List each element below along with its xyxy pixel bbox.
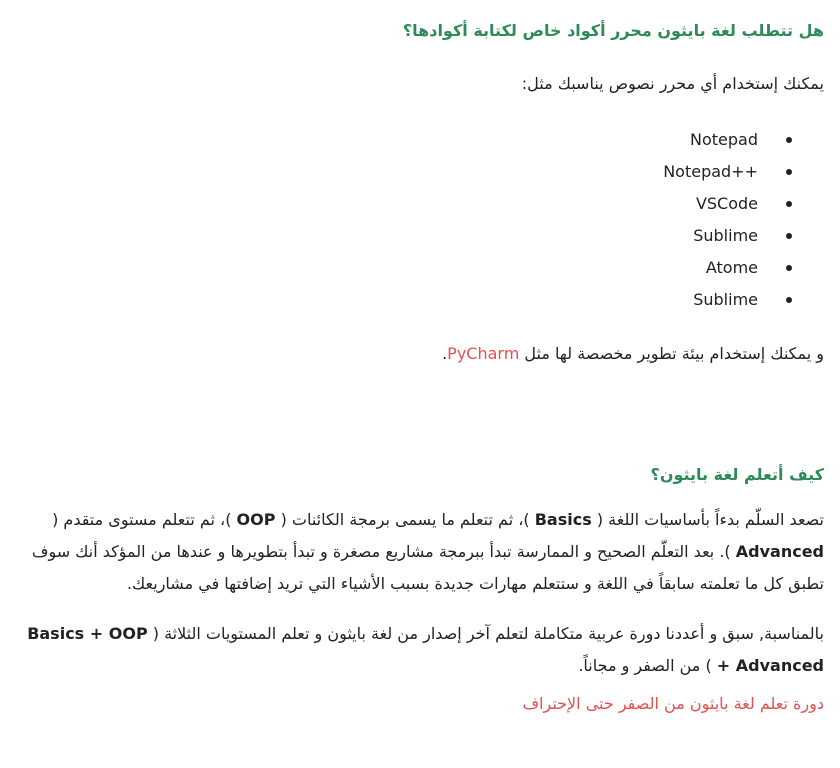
editor-list bbox=[16, 124, 824, 316]
editor-name: Sublime bbox=[693, 226, 758, 245]
list-item bbox=[16, 284, 774, 316]
list-item bbox=[16, 220, 774, 252]
ide-prefix-text: و يمكنك إستخدام بيئة تطوير مخصصة لها مثل bbox=[519, 344, 824, 363]
learning-text-b: )، ثم تتعلم ما يسمى برمجة الكائنات ( bbox=[275, 510, 535, 529]
learning-text-d: ). بعد التعلّم الصحيح و الممارسة تبدأ ببرمجة مشاريع مصغرة و تبدأ بتطويرها و عندها من المؤكد أنك سوف تطبق كل ما تعلمته سابقاً في اللغة و ستتعلم مهارات جديدة بسبب الأشياء التي تريد إضافتها في مشاريعك. bbox=[31, 542, 824, 593]
list-item bbox=[16, 188, 774, 220]
learning-text-a: تصعد السلّم بدءاً بأساسيات اللغة ( bbox=[591, 510, 824, 529]
section-heading-learn: كيف أتعلم لغة بايثون؟ bbox=[650, 465, 824, 484]
list-item bbox=[16, 156, 774, 188]
pycharm-link[interactable]: PyCharm bbox=[447, 344, 520, 363]
editor-name: VSCode bbox=[695, 194, 758, 213]
editor-intro-text: يمكنك إستخدام أي محرر نصوص يناسبك مثل: bbox=[521, 74, 824, 93]
basics-term: Basics bbox=[534, 510, 592, 529]
ide-paragraph bbox=[16, 338, 824, 370]
editor-name: Sublime bbox=[693, 290, 758, 309]
course-paragraph bbox=[16, 618, 824, 682]
editor-name: Atome bbox=[705, 258, 758, 277]
list-item bbox=[16, 124, 774, 156]
learning-text-c: )، ثم تتعلم مستوى متقدم ( bbox=[52, 510, 237, 529]
list-item bbox=[16, 252, 774, 284]
section-heading-editor: هل تتطلب لغة بايثون محرر أكواد خاص لكتابة أكوادها؟ bbox=[402, 21, 824, 40]
course-text-a: بالمناسبة, سبق و أعددنا دورة عربية متكاملة لتعلم آخر إصدار من لغة بايثون و تعلم المستويات الثلاثة ( bbox=[147, 624, 824, 643]
course-text-b: ) من الصفر و مجاناً. bbox=[578, 656, 717, 675]
course-link[interactable]: دورة تعلم لغة بايثون من الصفر حتى الإحتراف bbox=[522, 694, 824, 713]
ide-suffix-text: . bbox=[442, 344, 448, 363]
editor-name: Notepad++ bbox=[663, 162, 758, 181]
learning-path-paragraph bbox=[16, 504, 824, 600]
advanced-term: Advanced bbox=[735, 542, 824, 561]
levels-term: Basics + OOP + Advanced bbox=[27, 624, 824, 675]
oop-term: OOP bbox=[236, 510, 276, 529]
editor-name: Notepad bbox=[690, 130, 758, 149]
